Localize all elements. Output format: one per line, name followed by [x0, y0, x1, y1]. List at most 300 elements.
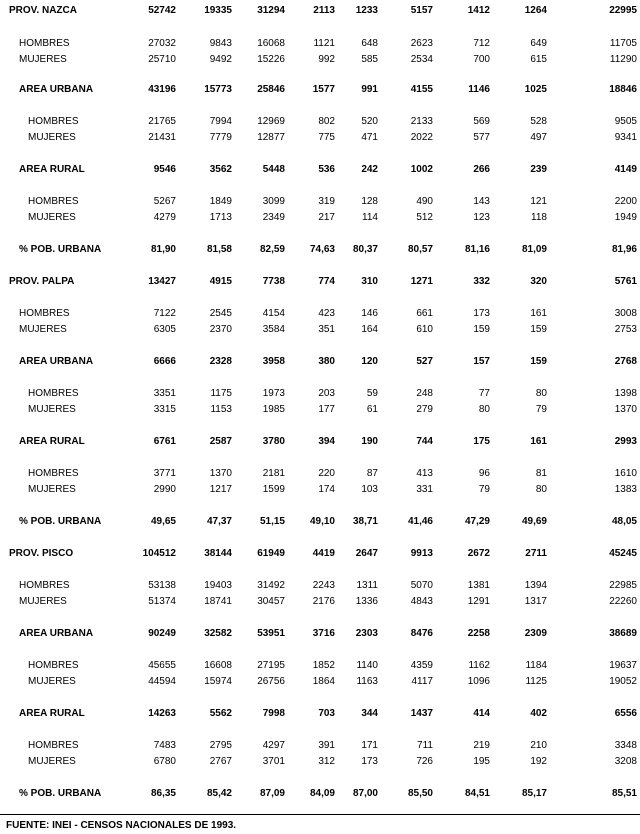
cell-value: 497: [530, 132, 547, 143]
cell-value: 22260: [609, 596, 637, 607]
cell-value: 45245: [609, 548, 637, 559]
cell-value: 3208: [614, 756, 637, 767]
cell-value: 9505: [614, 116, 637, 127]
cell-value: 3099: [262, 196, 285, 207]
row-label: AREA URBANA: [19, 356, 94, 367]
cell-value: 53951: [257, 628, 285, 639]
table-row: [0, 547, 640, 561]
cell-value: 19637: [609, 660, 637, 671]
cell-value: 2022: [410, 132, 433, 143]
cell-value: 81,09: [521, 244, 547, 255]
cell-value: 49,69: [521, 516, 547, 527]
cell-value: 80: [535, 484, 547, 495]
cell-value: 4154: [262, 308, 285, 319]
cell-value: 80: [535, 388, 547, 399]
cell-value: 5267: [153, 196, 176, 207]
cell-value: 120: [361, 356, 378, 367]
cell-value: 726: [416, 756, 433, 767]
cell-value: 1271: [410, 276, 433, 287]
cell-value: 512: [416, 212, 433, 223]
cell-value: 22995: [609, 5, 637, 16]
cell-value: 84,09: [309, 788, 335, 799]
cell-value: 3716: [312, 628, 335, 639]
cell-value: 161: [530, 436, 547, 447]
cell-value: 2711: [525, 548, 547, 559]
cell-value: 7994: [209, 116, 232, 127]
cell-value: 14263: [148, 708, 176, 719]
row-label: AREA RURAL: [19, 164, 85, 175]
cell-value: 3348: [614, 740, 637, 751]
cell-value: 3315: [153, 404, 176, 415]
row-label: AREA URBANA: [19, 628, 94, 639]
cell-value: 25846: [257, 84, 285, 95]
cell-value: 527: [416, 356, 433, 367]
row-label: AREA URBANA: [19, 84, 94, 95]
table-row: [0, 515, 640, 529]
cell-value: 2200: [614, 196, 637, 207]
cell-value: 1336: [355, 596, 378, 607]
row-label: AREA RURAL: [19, 436, 85, 447]
cell-value: 159: [473, 324, 490, 335]
cell-value: 49,65: [150, 516, 176, 527]
cell-value: 279: [416, 404, 433, 415]
table-row: [0, 211, 640, 225]
cell-value: 3771: [153, 468, 176, 479]
cell-value: 7122: [153, 308, 176, 319]
table-row: [0, 307, 640, 321]
row-label: % POB. URBANA: [19, 244, 102, 255]
cell-value: 9492: [209, 54, 232, 65]
cell-value: 173: [473, 308, 490, 319]
cell-value: 1233: [355, 5, 378, 16]
cell-value: 87: [366, 468, 378, 479]
cell-value: 992: [318, 54, 335, 65]
cell-value: 143: [473, 196, 490, 207]
cell-value: 11705: [609, 38, 637, 49]
cell-value: 402: [530, 708, 547, 719]
table-row: [0, 355, 640, 369]
cell-value: 18846: [609, 84, 637, 95]
cell-value: 174: [318, 484, 335, 495]
cell-value: 6305: [153, 324, 176, 335]
cell-value: 1153: [210, 404, 232, 415]
table-row: [0, 787, 640, 801]
cell-value: 9913: [410, 548, 433, 559]
cell-value: 43196: [148, 84, 176, 95]
cell-value: 1317: [524, 596, 547, 607]
cell-value: 80,37: [352, 244, 378, 255]
table-row: [0, 659, 640, 673]
cell-value: 48,05: [611, 516, 637, 527]
cell-value: 26756: [257, 676, 285, 687]
cell-value: 175: [473, 436, 490, 447]
cell-value: 157: [473, 356, 490, 367]
cell-value: 82,59: [259, 244, 285, 255]
row-label: AREA RURAL: [19, 708, 85, 719]
cell-value: 44594: [148, 676, 176, 687]
cell-value: 2181: [262, 468, 285, 479]
cell-value: 2328: [209, 356, 232, 367]
cell-value: 25710: [148, 54, 176, 65]
cell-value: 5070: [410, 580, 433, 591]
cell-value: 217: [318, 212, 335, 223]
cell-value: 5448: [262, 164, 285, 175]
cell-value: 1370: [209, 468, 232, 479]
cell-value: 3584: [262, 324, 285, 335]
cell-value: 1140: [356, 660, 378, 671]
cell-value: 32582: [204, 628, 232, 639]
table-row: [0, 37, 640, 51]
cell-value: 1849: [209, 196, 232, 207]
cell-value: 242: [361, 164, 378, 175]
cell-value: 4155: [410, 84, 433, 95]
cell-value: 3562: [209, 164, 232, 175]
cell-value: 9341: [614, 132, 637, 143]
cell-value: 173: [361, 756, 378, 767]
cell-value: 31492: [257, 580, 285, 591]
row-label: % POB. URBANA: [19, 516, 102, 527]
row-label: PROV. PISCO: [9, 548, 74, 559]
cell-value: 2672: [467, 548, 490, 559]
row-label: HOMBRES: [28, 740, 79, 751]
cell-value: 332: [473, 276, 490, 287]
cell-value: 146: [361, 308, 378, 319]
cell-value: 577: [473, 132, 490, 143]
row-label: MUJERES: [28, 484, 76, 495]
cell-value: 210: [530, 740, 547, 751]
footer-rule: [0, 814, 640, 815]
cell-value: 248: [416, 388, 433, 399]
cell-value: 81,96: [611, 244, 637, 255]
cell-value: 2990: [153, 484, 176, 495]
cell-value: 51374: [148, 596, 176, 607]
cell-value: 711: [417, 740, 433, 751]
cell-value: 2258: [467, 628, 490, 639]
cell-value: 87,00: [352, 788, 378, 799]
cell-value: 15773: [204, 84, 232, 95]
cell-value: 4843: [410, 596, 433, 607]
table-row: [0, 739, 640, 753]
cell-value: 41,46: [407, 516, 433, 527]
cell-value: 103: [361, 484, 378, 495]
cell-value: 9546: [153, 164, 176, 175]
cell-value: 11290: [609, 54, 637, 65]
cell-value: 2545: [209, 308, 232, 319]
cell-value: 81,58: [206, 244, 232, 255]
cell-value: 2993: [614, 436, 637, 447]
cell-value: 536: [318, 164, 335, 175]
cell-value: 1121: [313, 38, 335, 49]
cell-value: 774: [318, 276, 335, 287]
cell-value: 1383: [614, 484, 637, 495]
cell-value: 192: [530, 756, 547, 767]
table-row: [0, 163, 640, 177]
cell-value: 2113: [313, 5, 335, 16]
row-label: MUJERES: [28, 212, 76, 223]
row-label: MUJERES: [28, 404, 76, 415]
cell-value: 423: [318, 308, 335, 319]
cell-value: 16068: [257, 38, 285, 49]
row-label: HOMBRES: [19, 308, 70, 319]
row-label: HOMBRES: [28, 468, 79, 479]
cell-value: 648: [361, 38, 378, 49]
cell-value: 1985: [262, 404, 285, 415]
cell-value: 2753: [614, 324, 637, 335]
cell-value: 12877: [257, 132, 285, 143]
cell-value: 2309: [524, 628, 547, 639]
cell-value: 195: [473, 756, 490, 767]
cell-value: 1146: [468, 84, 490, 95]
cell-value: 1163: [356, 676, 378, 687]
cell-value: 1381: [467, 580, 490, 591]
cell-value: 47,37: [206, 516, 232, 527]
cell-value: 615: [530, 54, 547, 65]
cell-value: 81,90: [150, 244, 176, 255]
cell-value: 22985: [609, 580, 637, 591]
cell-value: 18741: [204, 596, 232, 607]
cell-value: 7779: [209, 132, 232, 143]
cell-value: 52742: [148, 5, 176, 16]
cell-value: 1949: [614, 212, 637, 223]
table-row: [0, 403, 640, 417]
cell-value: 712: [473, 38, 490, 49]
cell-value: 114: [362, 212, 378, 223]
cell-value: 991: [361, 84, 378, 95]
cell-value: 12969: [257, 116, 285, 127]
cell-value: 319: [318, 196, 335, 207]
cell-value: 3780: [262, 436, 285, 447]
cell-value: 4117: [411, 676, 433, 687]
cell-value: 380: [318, 356, 335, 367]
row-label: MUJERES: [19, 596, 67, 607]
cell-value: 802: [318, 116, 335, 127]
cell-value: 4359: [410, 660, 433, 671]
cell-value: 15226: [257, 54, 285, 65]
cell-value: 85,51: [611, 788, 637, 799]
row-label: MUJERES: [28, 756, 76, 767]
cell-value: 7483: [153, 740, 176, 751]
table-row: [0, 4, 640, 18]
cell-value: 3351: [153, 388, 176, 399]
cell-value: 1291: [467, 596, 490, 607]
cell-value: 391: [318, 740, 335, 751]
cell-value: 87,09: [259, 788, 285, 799]
cell-value: 79: [478, 484, 490, 495]
cell-value: 79: [535, 404, 547, 415]
cell-value: 1394: [524, 580, 547, 591]
table-row: [0, 595, 640, 609]
cell-value: 61949: [257, 548, 285, 559]
cell-value: 520: [361, 116, 378, 127]
cell-value: 528: [530, 116, 547, 127]
cell-value: 30457: [257, 596, 285, 607]
row-label: PROV. PALPA: [9, 276, 75, 287]
table-row: [0, 275, 640, 289]
cell-value: 1311: [356, 580, 378, 591]
table-row: [0, 483, 640, 497]
cell-value: 21431: [148, 132, 176, 143]
table-row: [0, 707, 640, 721]
cell-value: 1217: [209, 484, 232, 495]
row-label: HOMBRES: [28, 196, 79, 207]
row-label: MUJERES: [19, 54, 67, 65]
cell-value: 161: [530, 308, 547, 319]
cell-value: 38689: [609, 628, 637, 639]
cell-value: 394: [318, 436, 335, 447]
table-row: [0, 675, 640, 689]
cell-value: 2133: [410, 116, 433, 127]
cell-value: 2243: [312, 580, 335, 591]
cell-value: 4297: [262, 740, 285, 751]
cell-value: 1412: [467, 5, 490, 16]
cell-value: 2587: [209, 436, 232, 447]
cell-value: 121: [530, 196, 547, 207]
cell-value: 84,51: [464, 788, 490, 799]
cell-value: 81,16: [464, 244, 490, 255]
table-row: [0, 131, 640, 145]
cell-value: 3701: [262, 756, 285, 767]
table-row: [0, 579, 640, 593]
cell-value: 320: [530, 276, 547, 287]
source-note: FUENTE: INEI - CENSOS NACIONALES DE 1993.: [6, 820, 237, 831]
cell-value: 1175: [210, 388, 232, 399]
row-label: MUJERES: [28, 676, 76, 687]
cell-value: 1864: [312, 676, 335, 687]
cell-value: 19335: [204, 5, 232, 16]
cell-value: 2370: [209, 324, 232, 335]
cell-value: 1162: [468, 660, 490, 671]
cell-value: 331: [416, 484, 433, 495]
cell-value: 7738: [262, 276, 285, 287]
cell-value: 414: [473, 708, 490, 719]
cell-value: 27195: [257, 660, 285, 671]
cell-value: 219: [473, 740, 490, 751]
cell-value: 85,50: [407, 788, 433, 799]
cell-value: 80,57: [407, 244, 433, 255]
row-label: MUJERES: [19, 324, 67, 335]
cell-value: 45655: [148, 660, 176, 671]
row-label: HOMBRES: [19, 580, 70, 591]
cell-value: 80: [478, 404, 490, 415]
cell-value: 344: [361, 708, 378, 719]
cell-value: 74,63: [309, 244, 335, 255]
cell-value: 104512: [142, 548, 176, 559]
cell-value: 90249: [148, 628, 176, 639]
cell-value: 5157: [410, 5, 433, 16]
cell-value: 649: [530, 38, 547, 49]
cell-value: 2349: [262, 212, 285, 223]
cell-value: 1852: [312, 660, 335, 671]
table-row: [0, 115, 640, 129]
cell-value: 21765: [148, 116, 176, 127]
cell-value: 1125: [525, 676, 547, 687]
cell-value: 16608: [204, 660, 232, 671]
cell-value: 61: [366, 404, 378, 415]
cell-value: 2623: [410, 38, 433, 49]
cell-value: 1610: [614, 468, 637, 479]
cell-value: 569: [473, 116, 490, 127]
cell-value: 1264: [524, 5, 547, 16]
cell-value: 164: [361, 324, 378, 335]
cell-value: 1096: [467, 676, 490, 687]
cell-value: 4149: [614, 164, 637, 175]
cell-value: 700: [473, 54, 490, 65]
cell-value: 159: [530, 356, 547, 367]
table-row: [0, 467, 640, 481]
cell-value: 19052: [609, 676, 637, 687]
cell-value: 96: [478, 468, 490, 479]
row-label: HOMBRES: [28, 116, 79, 127]
cell-value: 53138: [148, 580, 176, 591]
cell-value: 703: [318, 708, 335, 719]
row-label: MUJERES: [28, 132, 76, 143]
cell-value: 2768: [614, 356, 637, 367]
row-label: PROV. NAZCA: [9, 5, 77, 16]
cell-value: 1025: [524, 84, 547, 95]
cell-value: 85,17: [521, 788, 547, 799]
table-row: [0, 53, 640, 67]
cell-value: 1370: [614, 404, 637, 415]
cell-value: 5562: [209, 708, 232, 719]
cell-value: 2303: [355, 628, 378, 639]
cell-value: 2176: [312, 596, 335, 607]
cell-value: 123: [473, 212, 490, 223]
cell-value: 490: [416, 196, 433, 207]
row-label: HOMBRES: [19, 38, 70, 49]
row-label: HOMBRES: [28, 660, 79, 671]
cell-value: 81: [535, 468, 547, 479]
cell-value: 3958: [262, 356, 285, 367]
cell-value: 4915: [209, 276, 232, 287]
table-row: [0, 83, 640, 97]
cell-value: 59: [366, 388, 378, 399]
cell-value: 1599: [262, 484, 285, 495]
cell-value: 9843: [209, 38, 232, 49]
cell-value: 1437: [410, 708, 433, 719]
cell-value: 6780: [153, 756, 176, 767]
cell-value: 31294: [257, 5, 285, 16]
cell-value: 775: [318, 132, 335, 143]
cell-value: 177: [318, 404, 335, 415]
cell-value: 2534: [410, 54, 433, 65]
cell-value: 47,29: [464, 516, 490, 527]
cell-value: 86,35: [150, 788, 176, 799]
table-row: [0, 755, 640, 769]
cell-value: 1184: [525, 660, 547, 671]
cell-value: 6556: [614, 708, 637, 719]
cell-value: 4279: [153, 212, 176, 223]
table-row: [0, 387, 640, 401]
cell-value: 51,15: [259, 516, 285, 527]
cell-value: 7998: [262, 708, 285, 719]
cell-value: 159: [530, 324, 547, 335]
cell-value: 220: [318, 468, 335, 479]
table-row: [0, 243, 640, 257]
row-label: % POB. URBANA: [19, 788, 102, 799]
cell-value: 49,10: [309, 516, 335, 527]
cell-value: 128: [361, 196, 378, 207]
cell-value: 77: [478, 388, 490, 399]
cell-value: 203: [318, 388, 335, 399]
cell-value: 3008: [614, 308, 637, 319]
cell-value: 13427: [148, 276, 176, 287]
cell-value: 5761: [614, 276, 637, 287]
cell-value: 4419: [312, 548, 335, 559]
cell-value: 1577: [312, 84, 335, 95]
cell-value: 661: [416, 308, 433, 319]
cell-value: 27032: [148, 38, 176, 49]
cell-value: 266: [473, 164, 490, 175]
